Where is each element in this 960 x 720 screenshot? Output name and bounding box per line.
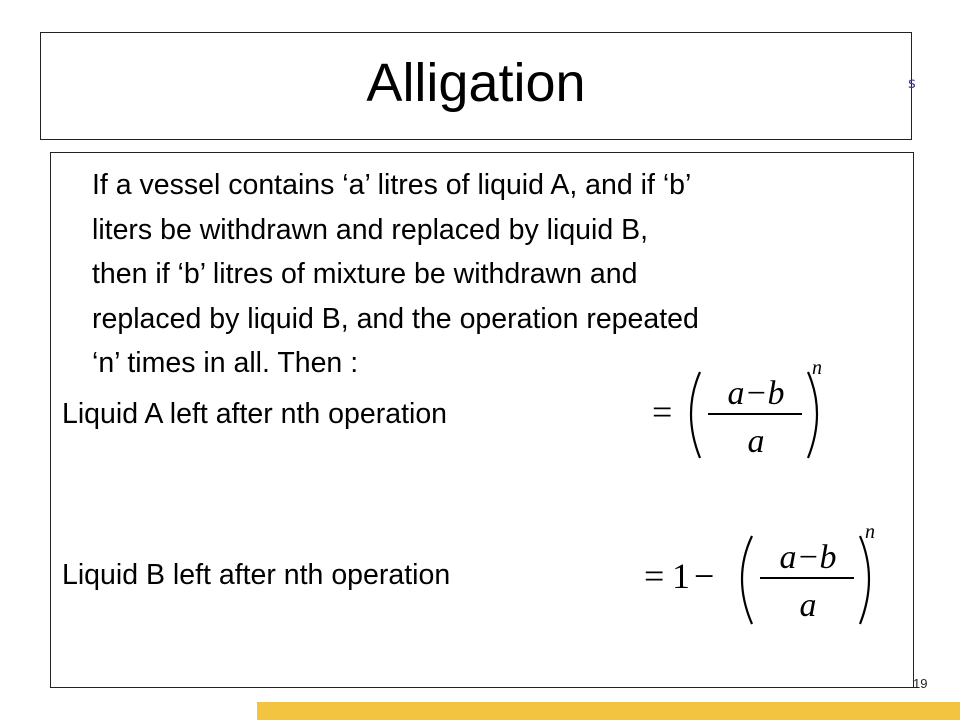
title-box: [40, 32, 912, 140]
formula-a-denominator: a: [747, 423, 765, 460]
formula-liquid-b: [640, 520, 885, 632]
paragraph-line-3: then if ‘b’ litres of mixture be withdrawn and: [92, 258, 638, 291]
paragraph-line-2: liters be withdrawn and replaced by liquid B,: [92, 213, 649, 246]
formula-a-equals: =: [652, 392, 673, 432]
intro-paragraph: [92, 163, 892, 386]
formula-b-numerator: a−b: [779, 539, 837, 576]
slide-title: Alligation: [366, 53, 586, 113]
label-liquid-b: Liquid B left after nth operation: [62, 559, 451, 591]
page-number: 19: [913, 676, 928, 691]
formula-b-left-paren: [742, 536, 752, 624]
label-liquid-a: Liquid A left after nth operation: [62, 398, 448, 430]
formula-b-exponent: n: [865, 521, 875, 543]
formula-b-denominator: a: [799, 587, 817, 624]
formula-b-one: 1: [672, 556, 690, 596]
formula-a-left-paren: [691, 372, 700, 458]
formula-liquid-a: [648, 358, 828, 466]
paragraph-line-1: If a vessel contains ‘a’ litres of liquid A, and if ‘b’: [92, 169, 692, 201]
logo-fragment: s: [908, 74, 916, 92]
paragraph-line-4: replaced by liquid B, and the operation repeated: [92, 302, 699, 335]
footer-accent-bar: [257, 702, 960, 720]
formula-a-numerator: a−b: [727, 375, 785, 412]
formula-a-right-paren: [808, 372, 817, 458]
paragraph-line-5: ‘n’ times in all. Then :: [92, 347, 359, 380]
formula-b-right-paren: [860, 536, 869, 624]
formula-b-equals: =: [644, 556, 665, 596]
formula-a-exponent: n: [812, 358, 822, 379]
formula-b-minus: −: [694, 556, 715, 596]
